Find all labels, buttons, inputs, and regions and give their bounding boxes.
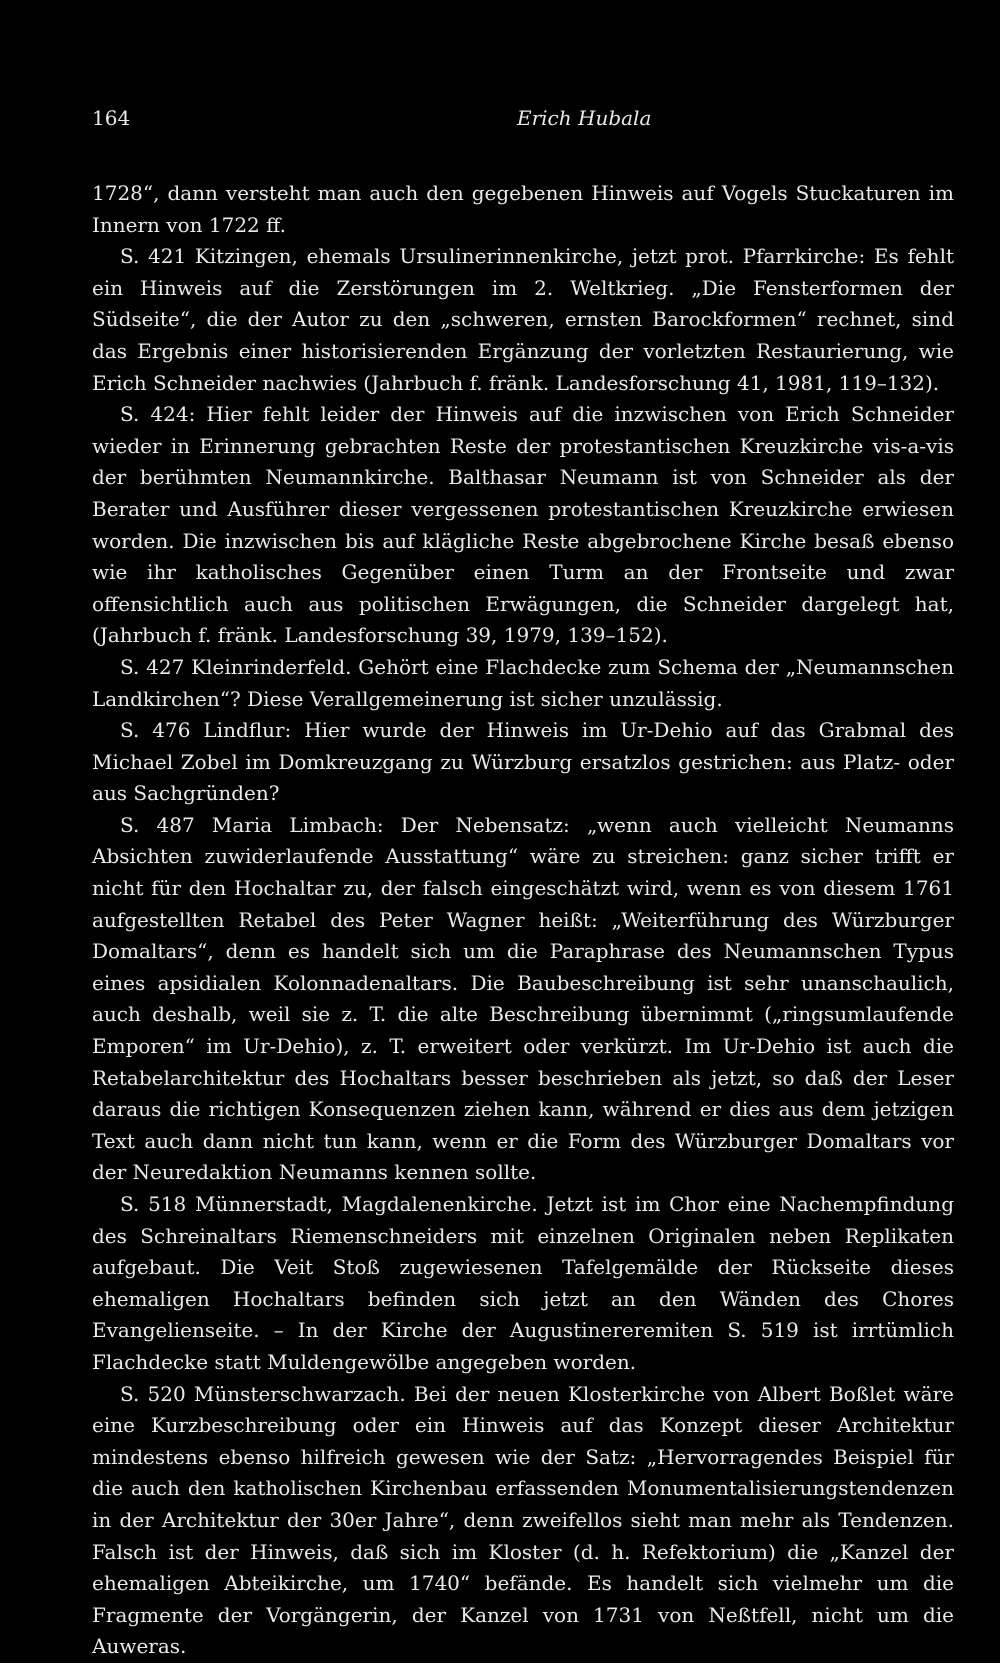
page-number: 164 — [92, 106, 131, 130]
paragraph: S. 476 Lindflur: Hier wurde der Hinweis im Ur-Dehio auf das Grabmal des Michael Zobel im Domkreuzgang zu Würzburg ersatzlos gestrichen: aus Platz- oder aus Sachgründen? — [92, 718, 954, 806]
paragraph: S. 520 Münsterschwarzach. Bei der neuen Klosterkirche von Albert Boßlet wäre eine Kurzbeschreibung oder ein Hinweis auf das Konzept dieser Architektur mindestens ebenso hilfreich gewesen wie der Satz: „Hervorragendes Beispiel für die auch den katholischen Kirchenbau erfassenden Monumentalisierungstendenzen in der Architektur der 30er Jahre“, denn zweifellos sieht man mehr als Tendenzen. Falsch ist der Hinweis, daß sich im Kloster (d. h. Refektorium) die „Kanzel der ehemaligen Abteikirche, um 1740“ befände. Es handelt sich vielmehr um die Fragmente der Vorgängerin, der Kanzel von 1731 von Neßtfell, nicht um die Auweras. — [92, 1381, 954, 1659]
paragraph: S. 424: Hier fehlt leider der Hinweis auf die inzwischen von Erich Schneider wieder in Erinnerung gebrachten Reste der protestantischen Kreuzkirche vis-a-vis der berühmten Neumannkirche. Balthasar Neumann ist von Schneider als der Berater und Ausführer dieser vergessenen protestantischen Kreuzkirche erwiesen worden. Die inzwischen bis auf klägliche Reste abgebrochene Kirche besaß ebenso wie ihr katholisches Gegenüber einen Turm an der Frontseite und zwar offensichtlich auch aus politischen Erwägungen, die Schneider dargelegt hat, (Jahrbuch f. fränk. Landesforschung 39, 1979, 139–152). — [92, 402, 954, 648]
body-text — [92, 178, 954, 1663]
paragraph: S. 518 Münnerstadt, Magdalenenkirche. Jetzt ist im Chor eine Nachempfindung des Schreinaltars Riemenschneiders mit einzelnen Originalen neben Replikaten aufgebaut. Die Veit Stoß zugewiesenen Tafelgemälde der Rückseite dieses ehemaligen Hochaltars befinden sich jetzt an den Wänden des Chores Evangelienseite. – In der Kirche der Augustinereremiten S. 519 ist irrtümlich Flachdecke statt Muldengewölbe angegeben worden. — [92, 1192, 954, 1374]
paragraph: S. 427 Kleinrinderfeld. Gehört eine Flachdecke zum Schema der „Neumannschen Landkirchen“? Diese Verallgemeinerung ist sicher unzulässig. — [92, 654, 954, 711]
paragraph: S. 421 Kitzingen, ehemals Ursulinerinnenkirche, jetzt prot. Pfarrkirche: Es fehlt ein Hinweis auf die Zerstörungen im 2. Weltkrieg. „Die Fensterformen der Südseite“, die der Autor zu den „schweren, ernsten Barockformen“ rechnet, sind das Ergebnis einer historisierenden Ergänzung der vorletzten Restaurierung, wie Erich Schneider nachwies (Jahrbuch f. fränk. Landesforschung 41, 1981, 119–132). — [92, 244, 954, 395]
page-header — [92, 106, 954, 142]
paragraph: S. 487 Maria Limbach: Der Nebensatz: „wenn auch vielleicht Neumanns Absichten zuwiderlaufende Ausstattung“ wäre zu streichen: ganz sicher trifft er nicht für den Hochaltar zu, der falsch eingeschätzt wird, wenn es von diesem 1761 aufgestellten Retabel des Peter Wagner heißt: „Weiterführung des Würzburger Domaltars“, denn es handelt sich um die Paraphrase des Neumannschen Typus eines apsidialen Kolonnadenaltars. Die Baubeschreibung ist sehr unanschaulich, auch deshalb, weil sie z. T. die alte Beschreibung übernimmt („ringsumlaufende Emporen“ im Ur-Dehio), z. T. erweitert oder verkürzt. Im Ur-Dehio ist auch die Retabelarchitektur des Hochaltars besser beschrieben als jetzt, so daß der Leser daraus die richtigen Konsequenzen ziehen kann, während er dies aus dem jetzigen Text auch dann nicht tun kann, wenn er die Form des Würzburger Domaltars vor der Neuredaktion Neumanns kennen sollte. — [92, 812, 954, 1185]
paragraph: 1728“, dann versteht man auch den gegebenen Hinweis auf Vogels Stuckaturen im Innern von 1722 ff. — [92, 181, 954, 237]
running-head: Erich Hubala — [517, 106, 652, 130]
